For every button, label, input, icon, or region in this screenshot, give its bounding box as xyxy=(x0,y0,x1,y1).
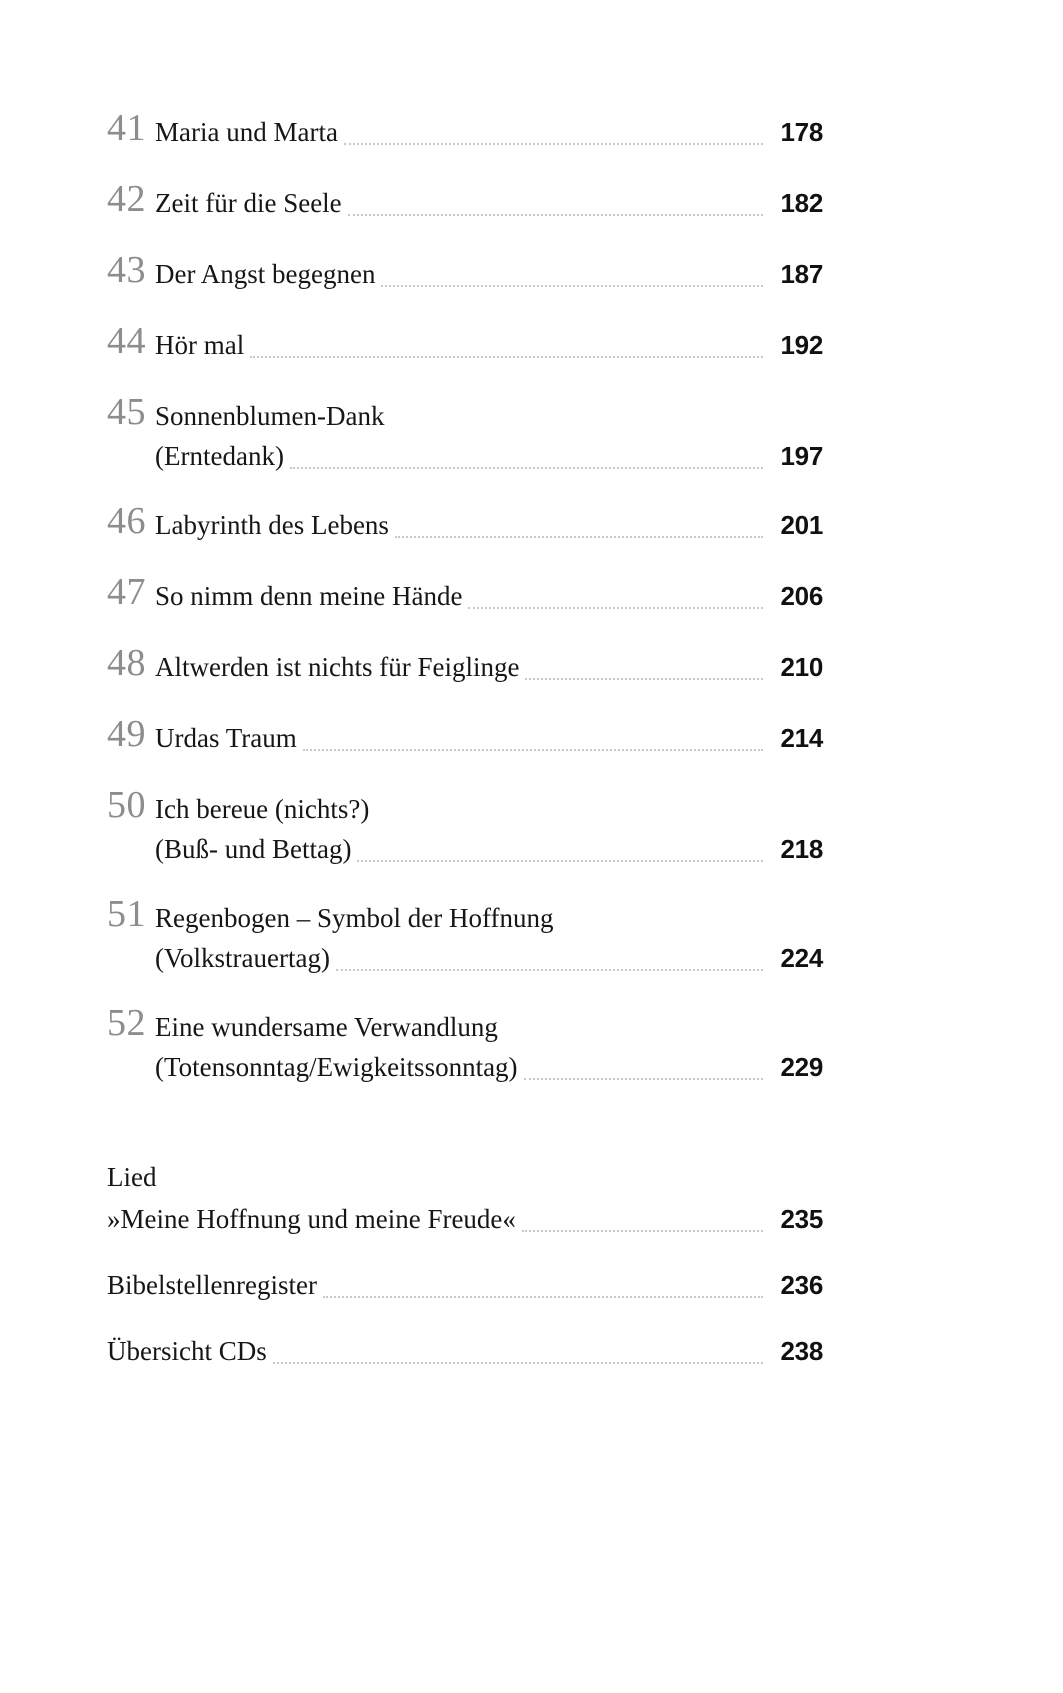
toc-entry-title: (Totensonntag/Ewigkeitssonntag) xyxy=(155,1052,518,1082)
dot-leader xyxy=(303,748,763,751)
backmatter-entries xyxy=(107,1199,823,1371)
toc-entry[interactable] xyxy=(107,178,823,225)
backmatter-heading: Lied xyxy=(107,1162,157,1192)
dot-leader xyxy=(323,1295,763,1298)
toc-entry-body xyxy=(155,718,823,758)
dot-leader xyxy=(273,1361,763,1364)
toc-line xyxy=(155,396,823,436)
toc-entry-title: Zeit für die Seele xyxy=(155,188,342,218)
toc-entry-title: »Meine Hoffnung und meine Freude« xyxy=(107,1204,516,1234)
toc-line xyxy=(107,1265,823,1305)
toc-entry-body xyxy=(155,898,823,978)
toc-entry-body xyxy=(107,1265,823,1305)
toc-line xyxy=(155,325,823,365)
page-number: 178 xyxy=(780,117,823,147)
toc-entry-body xyxy=(155,254,823,294)
toc-entry-body xyxy=(155,576,823,616)
toc-entry[interactable] xyxy=(107,713,823,760)
toc-entry-title: Bibelstellenregister xyxy=(107,1270,317,1300)
toc-entry-title: Ich bereue (nichts?) xyxy=(155,794,370,824)
toc-entry-title: So nimm denn meine Hände xyxy=(155,581,463,611)
toc-line xyxy=(155,576,823,616)
toc-entry[interactable] xyxy=(107,784,823,869)
dot-leader xyxy=(522,1229,763,1232)
toc-entry-title: Maria und Marta xyxy=(155,117,338,147)
dot-leader xyxy=(344,142,763,145)
page-number: 238 xyxy=(780,1336,823,1366)
toc-line xyxy=(155,1007,823,1047)
page-number: 210 xyxy=(780,652,823,682)
toc-entry-body xyxy=(155,325,823,365)
toc-line xyxy=(155,647,823,687)
chapter-number: 52 xyxy=(107,1002,146,1044)
toc-entry-title: (Buß- und Bettag) xyxy=(155,834,352,864)
toc-list xyxy=(107,107,823,1397)
page-number: 187 xyxy=(780,259,823,289)
toc-line xyxy=(155,829,823,869)
chapter-number: 45 xyxy=(107,391,146,433)
page-number: 206 xyxy=(780,581,823,611)
toc-entry-title: Labyrinth des Lebens xyxy=(155,510,389,540)
dot-leader xyxy=(381,284,763,287)
toc-entry-body xyxy=(107,1199,823,1239)
page-number: 224 xyxy=(780,943,823,973)
toc-entry-body xyxy=(155,505,823,545)
toc-entry[interactable] xyxy=(107,642,823,689)
chapter-number: 43 xyxy=(107,249,146,291)
toc-entry-title: Urdas Traum xyxy=(155,723,297,753)
toc-entry[interactable] xyxy=(107,571,823,618)
toc-entry-title: Sonnenblumen-Dank xyxy=(155,401,385,431)
toc-entry[interactable] xyxy=(107,1265,823,1305)
chapter-number: 46 xyxy=(107,500,146,542)
chapter-number: 41 xyxy=(107,107,146,149)
toc-line xyxy=(155,718,823,758)
page-number: 229 xyxy=(780,1052,823,1082)
chapter-number: 49 xyxy=(107,713,146,755)
toc-entry[interactable] xyxy=(107,249,823,296)
toc-entry-body xyxy=(155,183,823,223)
toc-line xyxy=(107,1199,823,1239)
page-number: 236 xyxy=(780,1270,823,1300)
dot-leader xyxy=(524,1077,763,1080)
toc-line xyxy=(155,789,823,829)
toc-line xyxy=(107,1331,823,1371)
dot-leader xyxy=(357,859,763,862)
toc-line xyxy=(155,898,823,938)
toc-entry[interactable] xyxy=(107,1331,823,1371)
toc-entry[interactable] xyxy=(107,1199,823,1239)
page-number: 218 xyxy=(780,834,823,864)
toc-entry-title: Eine wundersame Verwandlung xyxy=(155,1012,498,1042)
backmatter-section xyxy=(107,1157,823,1371)
toc-entry[interactable] xyxy=(107,107,823,154)
dot-leader xyxy=(336,968,763,971)
page-number: 214 xyxy=(780,723,823,753)
chapter-number: 44 xyxy=(107,320,146,362)
page-number: 235 xyxy=(780,1204,823,1234)
dot-leader xyxy=(250,355,763,358)
chapter-number: 47 xyxy=(107,571,146,613)
dot-leader xyxy=(348,213,763,216)
toc-entry-title: Altwerden ist nichts für Feiglinge xyxy=(155,652,520,682)
chapter-number: 48 xyxy=(107,642,146,684)
toc-entry-title: Hör mal xyxy=(155,330,245,360)
toc-line xyxy=(155,938,823,978)
dot-leader xyxy=(395,535,763,538)
toc-line xyxy=(155,183,823,223)
toc-entry-body xyxy=(155,396,823,476)
toc-entry-body xyxy=(155,112,823,152)
page-number: 201 xyxy=(780,510,823,540)
toc-entry-title: (Erntedank) xyxy=(155,441,284,471)
toc-entry-body xyxy=(107,1331,823,1371)
page-number: 197 xyxy=(780,441,823,471)
toc-entry-title: Übersicht CDs xyxy=(107,1336,267,1366)
toc-entry[interactable] xyxy=(107,893,823,978)
toc-line xyxy=(155,254,823,294)
toc-entry[interactable] xyxy=(107,500,823,547)
toc-entry-body xyxy=(155,1007,823,1087)
toc-entry-body xyxy=(155,647,823,687)
chapter-number: 51 xyxy=(107,893,146,935)
page-number: 182 xyxy=(780,188,823,218)
dot-leader xyxy=(525,677,763,680)
toc-entry[interactable] xyxy=(107,320,823,367)
toc-entry-body xyxy=(155,789,823,869)
toc-line xyxy=(155,436,823,476)
toc-entry[interactable] xyxy=(107,1002,823,1087)
chapter-entries xyxy=(107,107,823,1087)
toc-entry[interactable] xyxy=(107,391,823,476)
toc-entry-title: Regenbogen – Symbol der Hoffnung xyxy=(155,903,554,933)
toc-line xyxy=(155,505,823,545)
dot-leader xyxy=(290,466,763,469)
toc-line xyxy=(155,112,823,152)
chapter-number: 42 xyxy=(107,178,146,220)
toc-line xyxy=(155,1047,823,1087)
toc-entry-title: (Volkstrauertag) xyxy=(155,943,330,973)
chapter-number: 50 xyxy=(107,784,146,826)
dot-leader xyxy=(468,606,763,609)
toc-entry-title: Der Angst begegnen xyxy=(155,259,376,289)
page-number: 192 xyxy=(780,330,823,360)
